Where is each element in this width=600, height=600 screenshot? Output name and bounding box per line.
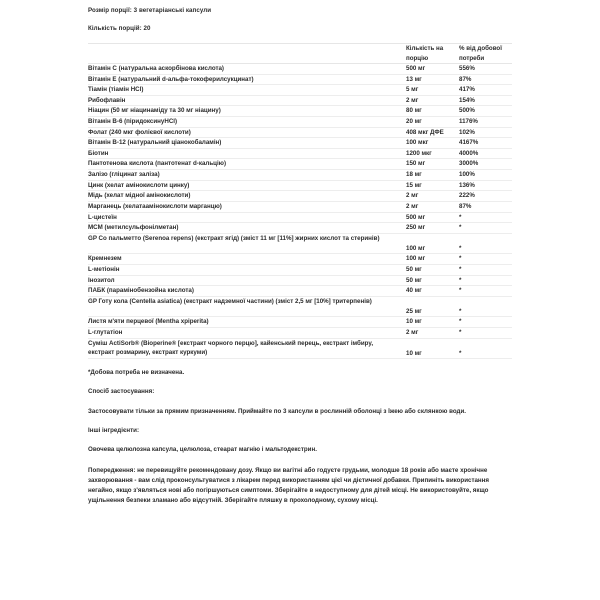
ingredient-amount: 50 мг: [406, 264, 459, 275]
ingredient-percent-dv: *: [459, 212, 512, 223]
ingredient-name: Кремнезем: [88, 254, 406, 265]
ingredient-amount: 2 мг: [406, 191, 459, 202]
ingredient-amount: 15 мг: [406, 180, 459, 191]
table-row: [88, 95, 512, 106]
servings-per-container-line: Кількість порцій: 20: [88, 25, 151, 33]
ingredient-percent-dv: 87%: [459, 201, 512, 212]
ingredient-amount: 250 мг: [406, 223, 459, 234]
table-row: [88, 264, 512, 275]
table-row: [88, 212, 512, 223]
ingredient-percent-dv: 4000%: [459, 148, 512, 159]
table-row: [88, 148, 512, 159]
ingredient-amount: 40 мг: [406, 286, 459, 297]
ingredient-percent-dv: *: [459, 317, 512, 328]
ingredient-percent-dv: 154%: [459, 95, 512, 106]
ingredient-amount: 2 мг: [406, 328, 459, 339]
table-row: [88, 64, 512, 75]
ingredient-name: Ніацин (50 мг ніацинаміду та 30 мг ніацину): [88, 106, 406, 117]
directions-label: Спосіб застосування:: [88, 388, 155, 396]
ingredient-amount: 80 мг: [406, 106, 459, 117]
ingredient-name: MCM (метилсульфонілметан): [88, 223, 406, 234]
table-row: [88, 138, 512, 149]
ingredient-name: GP Готу кола (Centella asiatica) (екстракт надземної частини) (зміст 2,5 мг [10%] тритерпенів): [88, 296, 406, 317]
ingredient-amount: 150 мг: [406, 159, 459, 170]
ingredient-amount: 1200 мкг: [406, 148, 459, 159]
ingredient-percent-dv: *: [459, 233, 512, 254]
table-row: [88, 223, 512, 234]
ingredient-percent-dv: 3000%: [459, 159, 512, 170]
ingredient-name: ПАБК (парамінобензойна кислота): [88, 286, 406, 297]
table-row: [88, 338, 512, 359]
table-row: [88, 74, 512, 85]
ingredient-percent-dv: 100%: [459, 170, 512, 181]
ingredient-name: L-цистеїн: [88, 212, 406, 223]
supplement-facts-table: [88, 43, 512, 359]
ingredient-name: Тіамін (тіамін HCl): [88, 85, 406, 96]
ingredient-percent-dv: 87%: [459, 74, 512, 85]
ingredient-name: Пантотенова кислота (пантотенат d-кальцію): [88, 159, 406, 170]
ingredient-name: Марганець (хелатаамінокислоти марганцю): [88, 201, 406, 212]
table-row: [88, 127, 512, 138]
ingredient-percent-dv: *: [459, 254, 512, 265]
directions-text: Застосовувати тільки за прямим призначенням. Приймайте по 3 капсули в рослинній оболонці з їжею або склянкою води.: [88, 407, 466, 415]
ingredient-name: L-глутатіон: [88, 328, 406, 339]
ingredient-amount: 2 мг: [406, 95, 459, 106]
ingredient-amount: 18 мг: [406, 170, 459, 181]
daily-value-footnote: *Добова потреба не визначена.: [88, 369, 185, 377]
ingredient-percent-dv: 222%: [459, 191, 512, 202]
ingredient-amount: 13 мг: [406, 74, 459, 85]
table-row: [88, 254, 512, 265]
ingredient-percent-dv: 136%: [459, 180, 512, 191]
table-row: [88, 317, 512, 328]
table-row: [88, 170, 512, 181]
ingredient-percent-dv: 417%: [459, 85, 512, 96]
ingredient-amount: 25 мг: [406, 296, 459, 317]
table-row: [88, 286, 512, 297]
ingredient-amount: 100 мг: [406, 254, 459, 265]
ingredient-name: Вітамін B-6 (піридоксинуHCl): [88, 117, 406, 128]
ingredient-name: Вітамін E (натуральний d-альфа-токоферилсукцинат): [88, 74, 406, 85]
ingredient-name: L-метіонін: [88, 264, 406, 275]
other-ingredients-label: Інші інгредієнти:: [88, 426, 140, 434]
header-amount-per-serving: Кількість на порцію: [406, 44, 459, 64]
table-row: [88, 296, 512, 317]
ingredient-amount: 2 мг: [406, 201, 459, 212]
ingredient-name: Вітамін C (натуральна аскорбінова кислота): [88, 64, 406, 75]
header-percent-daily-value: % від добової потреби: [459, 44, 512, 64]
table-row: [88, 180, 512, 191]
ingredient-percent-dv: 556%: [459, 64, 512, 75]
ingredient-name: Фолат (240 мкг фолієвої кислоти): [88, 127, 406, 138]
other-ingredients-text: Овочева целюлозна капсула, целюлоза, стеарат магнію і мальтодекстрин.: [88, 446, 317, 454]
ingredient-percent-dv: *: [459, 286, 512, 297]
ingredient-percent-dv: *: [459, 264, 512, 275]
ingredient-percent-dv: 4167%: [459, 138, 512, 149]
ingredient-name: Вітамін B-12 (натуральний ціанокобаламін): [88, 138, 406, 149]
table-row: [88, 85, 512, 96]
table-row: [88, 117, 512, 128]
ingredient-name: Рибофлавін: [88, 95, 406, 106]
table-row: [88, 328, 512, 339]
ingredient-amount: 500 мг: [406, 212, 459, 223]
table-header-row: [88, 44, 512, 64]
header-name: [88, 44, 406, 64]
ingredient-percent-dv: 500%: [459, 106, 512, 117]
ingredient-amount: 100 мг: [406, 233, 459, 254]
ingredient-name: Суміш ActiSorb® (Bioperine® [екстракт чорного перцю], кайенський перець, екстракт імбиру, екстракт розмарину, екстракт куркуми): [88, 338, 406, 359]
table-row: [88, 191, 512, 202]
ingredient-amount: 50 мг: [406, 275, 459, 286]
serving-size-line: Розмір порції: 3 вегетаріанські капсули: [88, 7, 212, 14]
ingredient-name: Листя м'яти перцевої (Mentha xpiperita): [88, 317, 406, 328]
ingredient-percent-dv: *: [459, 296, 512, 317]
ingredient-name: Цинк (хелат амінокислоти цинку): [88, 180, 406, 191]
ingredient-amount: 20 мг: [406, 117, 459, 128]
table-row: [88, 275, 512, 286]
ingredient-amount: 10 мг: [406, 338, 459, 359]
ingredient-percent-dv: 1176%: [459, 117, 512, 128]
ingredient-amount: 500 мг: [406, 64, 459, 75]
table-head: [88, 44, 512, 64]
ingredient-name: GP Со пальметто (Serenoa repens) (екстракт ягід) (зміст 11 мг [11%] жирних кислот та стеринів): [88, 233, 406, 254]
table-body: [88, 64, 512, 359]
table-row: [88, 201, 512, 212]
ingredient-amount: 408 мкг ДФЕ: [406, 127, 459, 138]
ingredient-amount: 5 мг: [406, 85, 459, 96]
ingredient-percent-dv: *: [459, 223, 512, 234]
table-row: [88, 233, 512, 254]
ingredient-name: Залізо (гліцинат заліза): [88, 170, 406, 181]
ingredient-amount: 10 мг: [406, 317, 459, 328]
ingredient-name: Мідь (хелат мідної амінокислоти): [88, 191, 406, 202]
warning-text: Попередження: не перевищуйте рекомендовану дозу. Якщо ви вагітні або годуєте грудьми, молодше 18 років або маєте хронічне захворювання - вам слід проконсультуватися з лікарем перед використанням цієї чи дієтичної добавки. Припиніть використання негайно, якщо з'являться нові або погіршуються симптоми. Зберігайте в недоступному для дітей місці. Не використовуйте, якщо ущільнення безпеки зламано або відсутній. Зберігайте пляшку в прохолодному, сухому місці.: [88, 467, 489, 505]
ingredient-name: Інозитол: [88, 275, 406, 286]
ingredient-percent-dv: *: [459, 275, 512, 286]
ingredient-percent-dv: *: [459, 328, 512, 339]
ingredient-name: Біотин: [88, 148, 406, 159]
ingredient-amount: 100 мкг: [406, 138, 459, 149]
ingredient-percent-dv: 102%: [459, 127, 512, 138]
table-row: [88, 106, 512, 117]
ingredient-percent-dv: *: [459, 338, 512, 359]
table-row: [88, 159, 512, 170]
